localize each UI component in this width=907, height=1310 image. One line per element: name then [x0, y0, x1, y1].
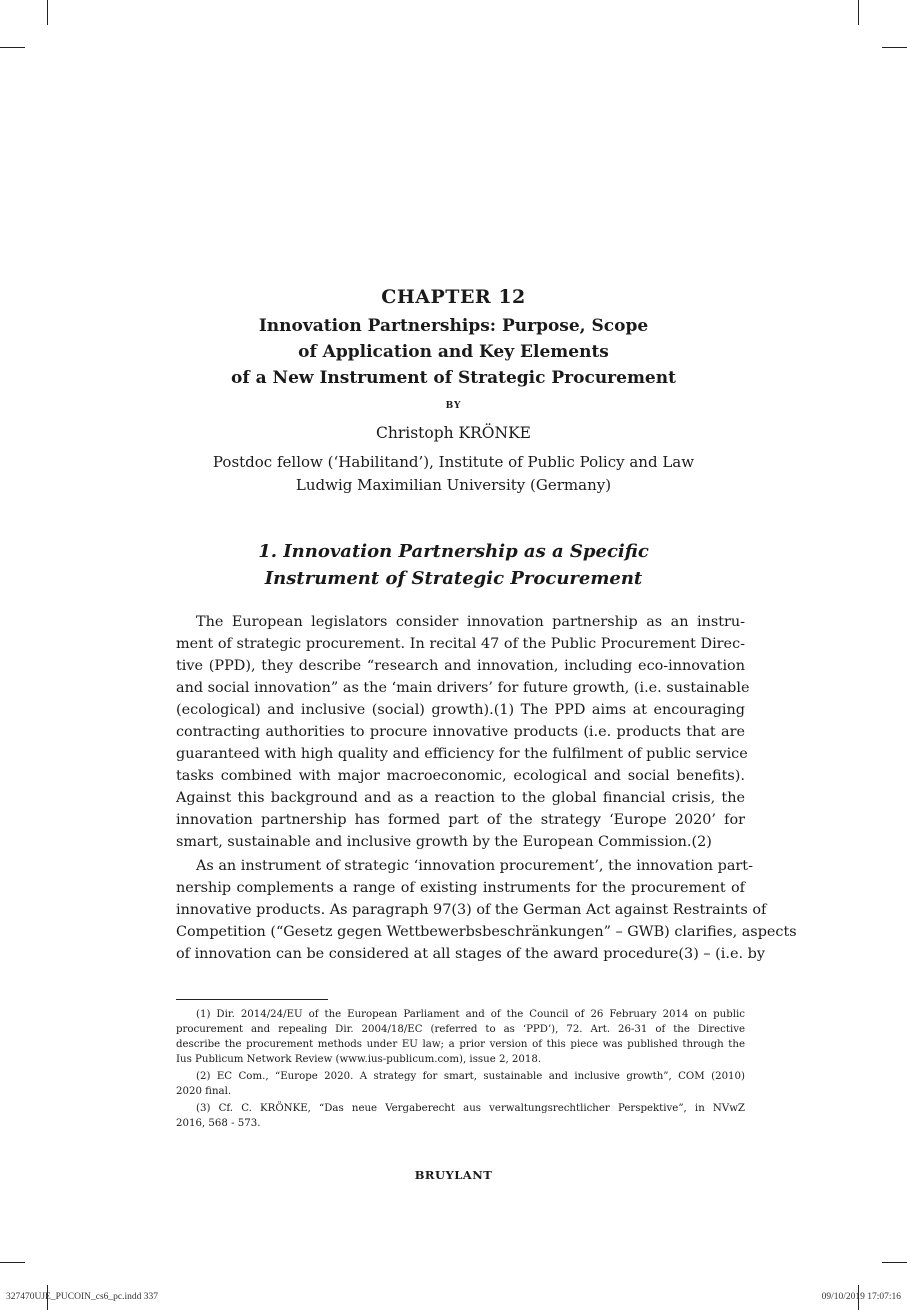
crop-mark-right-top	[882, 47, 907, 48]
chapter-label: CHAPTER 12	[381, 286, 526, 308]
crop-mark-left-bottom	[0, 1262, 25, 1263]
paragraph-line: and social innovation” as the ‘main drivers’ for future growth, (i.e. sustainable	[176, 680, 750, 696]
slug-timestamp: 09/10/2019 17:07:16	[821, 1292, 901, 1302]
chapter-subtitle-line: Innovation Partnerships: Purpose, Scope	[258, 316, 649, 336]
paragraph-line: guaranteed with high quality and efficiency for the fulfilment of public service	[176, 746, 748, 762]
footnote-line: 2016, 568 - 573.	[176, 1118, 261, 1129]
paragraph-line: contracting authorities to procure innovative products (i.e. products that are	[176, 724, 745, 740]
footnote-line: describe the procurement methods under EU law; a prior version of this piece was published through the	[176, 1039, 745, 1050]
publisher-name: BRUYLANT	[414, 1168, 493, 1182]
paragraph-line: innovation partnership has formed part of the strategy ‘Europe 2020’ for	[176, 812, 745, 828]
author-name: Christoph KRÖNKE	[376, 424, 531, 442]
paragraph-line: (ecological) and inclusive (social) growth).(1) The PPD aims at encouraging	[176, 702, 745, 718]
section-title-line: 1. Innovation Partnership as a Specific	[258, 541, 649, 562]
paragraph-line: tive (PPD), they describe “research and innovation, including eco-innovation	[176, 658, 745, 674]
footnote-line: (3) Cf. C. KRÖNKE, “Das neue Vergaberecht aus verwaltungsrechtlicher Perspektive”, in NVwZ	[196, 1103, 745, 1114]
paragraph-line: ment of strategic procurement. In recital 47 of the Public Procurement Direc-	[176, 636, 745, 652]
paragraph-line: nership complements a range of existing instruments for the procurement of	[176, 880, 745, 896]
footnote-separator	[176, 999, 328, 1000]
footnote-line: 2020 final.	[176, 1086, 232, 1097]
crop-mark-top-right	[858, 0, 859, 25]
slug-file-info: 327470UJE_PUCOIN_cs6_pc.indd 337	[6, 1292, 158, 1302]
paragraph-line: As an instrument of strategic ‘innovation procurement’, the innovation part-	[196, 858, 753, 874]
paragraph-line: tasks combined with major macroeconomic, ecological and social benefits).	[176, 768, 745, 784]
footnote-line: (1) Dir. 2014/24/EU of the European Parliament and of the Council of 26 February 2014 on public	[196, 1009, 745, 1020]
paragraph-line: Competition (“Gesetz gegen Wettbewerbsbeschränkungen” – GWB) clarifies, aspects	[176, 924, 797, 940]
crop-mark-top-left	[47, 0, 48, 25]
paragraph-line: innovative products. As paragraph 97(3) of the German Act against Restraints of	[176, 902, 767, 918]
crop-mark-right-bottom	[882, 1262, 907, 1263]
paragraph-line: The European legislators consider innovation partnership as an instru-	[196, 614, 745, 630]
author-affiliation: Postdoc fellow (‘Habilitand’), Institute of Public Policy and Law	[212, 453, 695, 471]
paragraph-line: Against this background and as a reaction to the global financial crisis, the	[176, 790, 745, 806]
footnote-line: Ius Publicum Network Review (www.ius-publicum.com), issue 2, 2018.	[176, 1054, 542, 1065]
paragraph-line: smart, sustainable and inclusive growth by the European Commission.(2)	[176, 834, 712, 850]
footnote-line: procurement and repealing Dir. 2004/18/EC (referred to as ‘PPD’), 72. Art. 26-31 of the Directive	[176, 1024, 745, 1035]
author-affiliation: Ludwig Maximilian University (Germany)	[295, 476, 612, 494]
footnote-line: (2) EC Com., “Europe 2020. A strategy for smart, sustainable and inclusive growth”, COM (2010)	[196, 1071, 745, 1082]
chapter-subtitle-line: of Application and Key Elements	[298, 342, 609, 362]
section-title-line: Instrument of Strategic Procurement	[264, 568, 643, 589]
chapter-subtitle-line: of a New Instrument of Strategic Procurement	[231, 368, 676, 388]
crop-mark-left-top	[0, 47, 25, 48]
by-line: BY	[445, 401, 462, 411]
paragraph-line: of innovation can be considered at all stages of the award procedure(3) – (i.e. by	[176, 946, 765, 962]
